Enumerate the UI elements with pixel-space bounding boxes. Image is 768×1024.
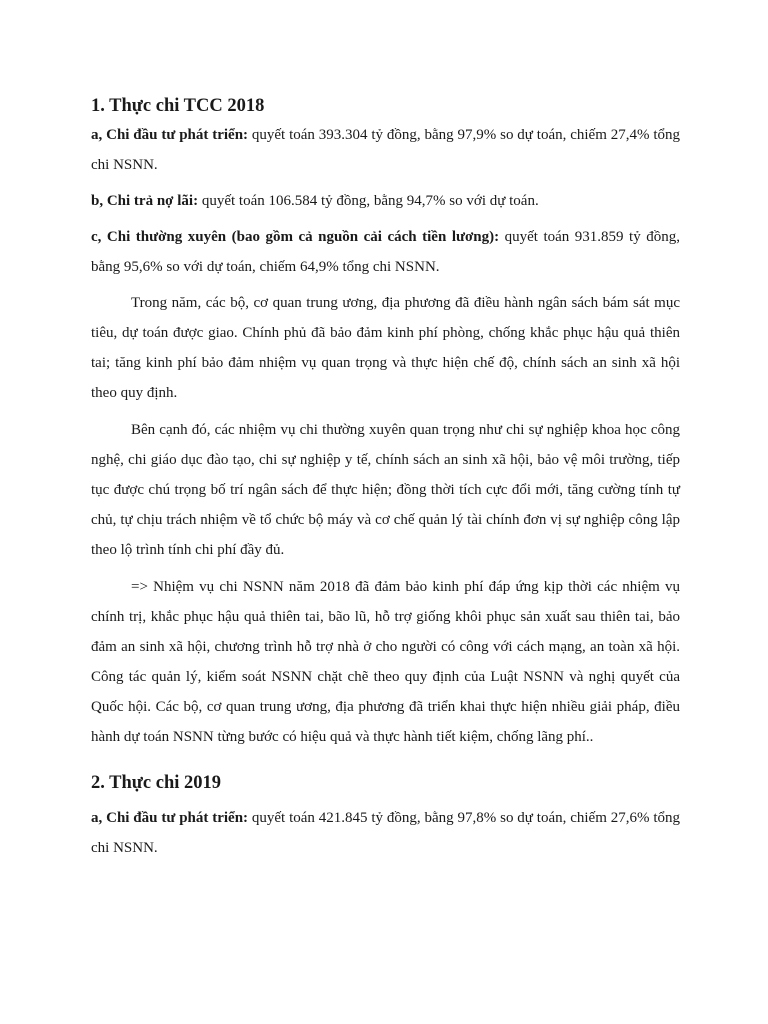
- item-1a: [91, 120, 680, 180]
- item-2a-text: quyết toán 421.845 tỷ đồng, bằng 97,8% so dự toán, chiếm 27,6% tổng chi NSNN.: [91, 810, 680, 856]
- item-1b-label: b, Chi trả nợ lãi:: [91, 193, 199, 209]
- section-2-heading: 2. Thực chi 2019: [91, 773, 221, 793]
- item-1b-text: quyết toán 106.584 tỷ đồng, bằng 94,7% so với dự toán.: [198, 193, 539, 209]
- item-1b: [91, 186, 680, 216]
- item-2a-label: a, Chi đầu tư phát triển:: [91, 810, 249, 826]
- section-1-heading: 1. Thực chi TCC 2018: [91, 96, 265, 116]
- paragraph-3: => Nhiệm vụ chi NSNN năm 2018 đã đảm bảo kinh phí đáp ứng kịp thời các nhiệm vụ chính trị, khắc phục hậu quả thiên tai, bão lũ, hỗ trợ giống khôi phục sản xuất sau thiên tai, bảo đảm an sinh xã hội, chương trình hỗ trợ nhà ở cho người có công với cách mạng, an toàn xã hội. Công tác quản lý, kiểm soát NSNN chặt chẽ theo quy định của Luật NSNN và nghị quyết của Quốc hội. Các bộ, cơ quan trung ương, địa phương đã triển khai thực hiện nhiều giải pháp, điều hành dự toán NSNN từng bước có hiệu quả và thực hành tiết kiệm, chống lãng phí..: [91, 579, 680, 745]
- item-1a-text: quyết toán 393.304 tỷ đồng, bằng 97,9% so dự toán, chiếm 27,4% tổng chi NSNN.: [91, 127, 680, 173]
- item-1a-label: a, Chi đầu tư phát triển:: [91, 127, 249, 143]
- item-2a: [91, 803, 680, 863]
- item-1c: [91, 222, 680, 282]
- item-1c-label: c, Chi thường xuyên (bao gồm cả nguồn cải cách tiền lương):: [91, 229, 500, 245]
- item-1c-text: quyết toán 931.859 tỷ đồng, bằng 95,6% so với dự toán, chiếm 64,9% tổng chi NSNN.: [91, 229, 680, 275]
- paragraph-1: Trong năm, các bộ, cơ quan trung ương, địa phương đã điều hành ngân sách bám sát mục tiêu, dự toán được giao. Chính phủ đã bảo đảm kinh phí phòng, chống khắc phục hậu quả thiên tai; tăng kinh phí bảo đảm nhiệm vụ quan trọng và thực hiện chế độ, chính sách an sinh xã hội theo quy định.: [91, 295, 680, 401]
- paragraph-2: Bên cạnh đó, các nhiệm vụ chi thường xuyên quan trọng như chi sự nghiệp khoa học công nghệ, chi giáo dục đào tạo, chi sự nghiệp y tế, chính sách an sinh xã hội, bảo vệ môi trường, tiếp tục được chú trọng bố trí ngân sách để thực hiện; đồng thời tích cực đổi mới, tăng cường tính tự chủ, tự chịu trách nhiệm về tổ chức bộ máy và cơ chế quản lý tài chính đơn vị sự nghiệp công lập theo lộ trình tính chi phí đầy đủ.: [91, 422, 680, 558]
